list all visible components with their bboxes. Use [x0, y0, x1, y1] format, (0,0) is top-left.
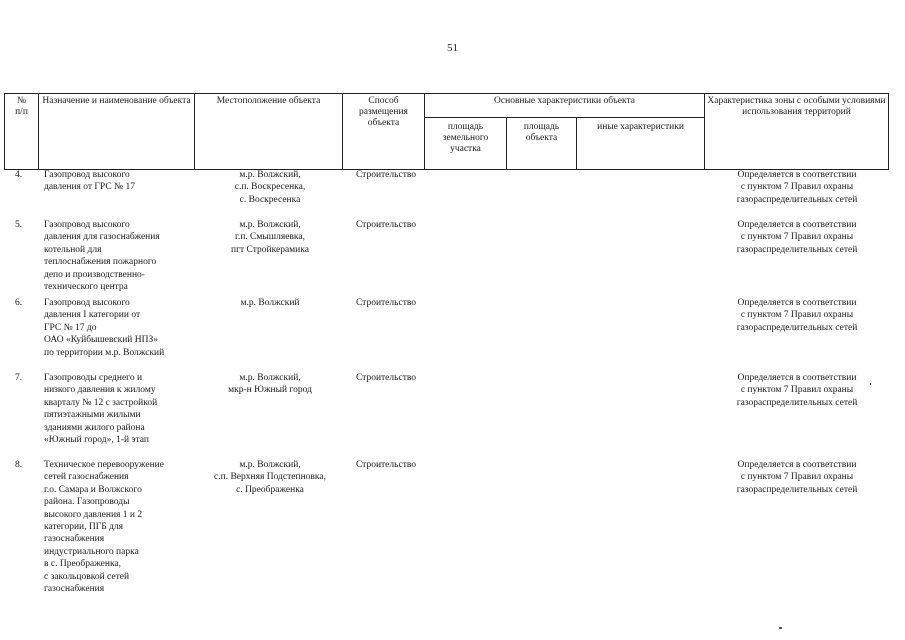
row-zone: Определяется в соответствии с пунктом 7 Правил охраны газораспределительных сетей [736, 170, 858, 205]
row-object-name: Газопровод высокого давления от ГРС № 17 [44, 170, 135, 193]
row-method: Строительство [355, 460, 417, 470]
header-location: Местоположение объекта [195, 94, 343, 170]
header-land-area: площадь земельного участка [425, 118, 507, 170]
row-method: Строительство [355, 298, 417, 308]
row-object-name: Газопроводы среднего и низкого давления к жилому кварталу № 12 с застройкой пятиэтажными жилыми зданиями жилого района «Южный город», 1-й этап [44, 373, 158, 446]
row-number: 7. [15, 373, 23, 383]
header-num: № п/п [5, 94, 39, 170]
header-name: Назначение и наименование объекта [39, 94, 195, 170]
row-zone: Определяется в соответствии с пунктом 7 Правил охраны газораспределительных сетей [736, 460, 858, 495]
row-location: м.р. Волжский, мкр-н Южный город [228, 373, 312, 396]
row-location: м.р. Волжский [240, 298, 300, 308]
row-object-name: Газопровод высокого давления для газоснабжения котельной для теплоснабжения пожарного депо и производственно- технического центра [44, 220, 160, 293]
row-zone: Определяется в соответствии с пунктом 7 Правил охраны газораспределительных сетей [736, 220, 858, 255]
row-number: 8. [15, 460, 23, 470]
row-method: Строительство [355, 220, 417, 230]
row-location: м.р. Волжский, с.п. Воскресенка, с. Воскресенка [234, 170, 306, 205]
scan-speck [779, 627, 782, 629]
row-method: Строительство [355, 373, 417, 383]
row-location: м.р. Волжский, г.п. Смышляевка, пгт Стройкерамика [231, 220, 309, 255]
row-zone: Определяется в соответствии с пунктом 7 Правил охраны газораспределительных сетей [736, 298, 858, 333]
header-zone: Характеристика зоны с особыми условиями использования территорий [705, 94, 889, 170]
row-method: Строительство [355, 170, 417, 180]
row-object-name: Газопровод высокого давления I категории от ГРС № 17 до ОАО «Куйбышевский НПЗ» по территории м.р. Волжский [44, 298, 165, 358]
header-method: Способ размещения объекта [343, 94, 425, 170]
row-object-name: Техническое перевооружение сетей газоснабжения г.о. Самара и Волжского района. Газопроводы высокого давления 1 и 2 категории, ПГБ для газоснабжения индустриального парка в с. Преображенка, с закольцовкой сетей газоснабжения [44, 460, 164, 595]
row-number: 6. [15, 298, 23, 308]
header-other-characteristics: иные характеристики [577, 118, 705, 170]
row-location: м.р. Волжский, с.п. Верхняя Подстепновка, с. Преображенка [214, 460, 326, 495]
table-header [4, 93, 889, 170]
scan-speck [870, 383, 871, 385]
row-number: 5. [15, 220, 23, 230]
row-number: 4. [15, 170, 23, 180]
row-zone: Определяется в соответствии с пунктом 7 Правил охраны газораспределительных сетей [736, 373, 858, 408]
header-object-area: площадь объекта [507, 118, 577, 170]
page-number: 51 [447, 42, 458, 54]
header-main-characteristics: Основные характеристики объекта [425, 94, 705, 118]
